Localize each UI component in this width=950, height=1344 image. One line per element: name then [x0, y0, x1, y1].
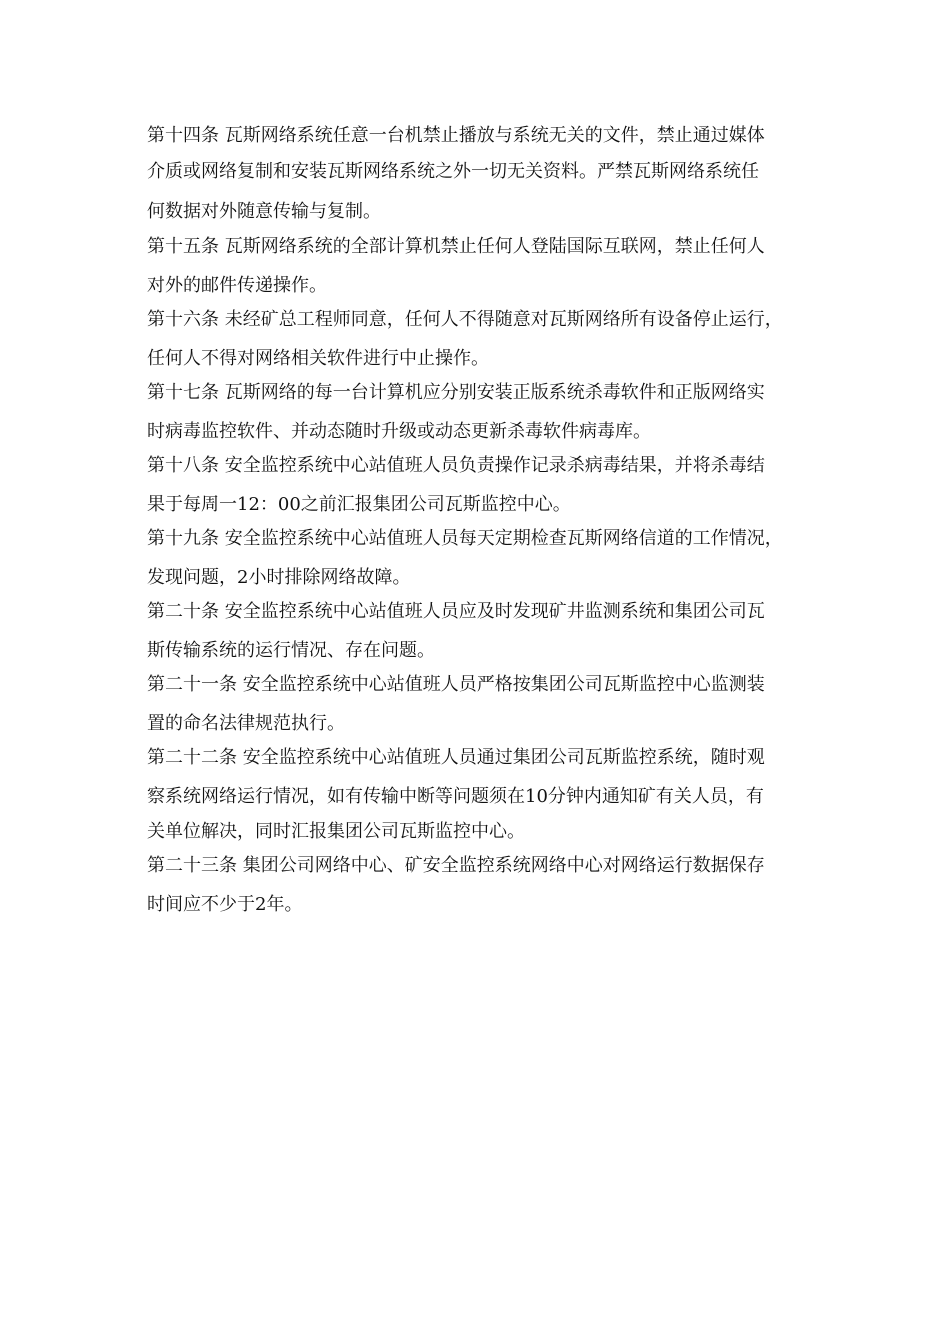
- article-22-line-2: 察系统网络运行情况，如有传输中断等问题须在10分钟内通知矿有关人员，有: [147, 786, 764, 807]
- article-20-line-1: 第二十条 安全监控系统中心站值班人员应及时发现矿井监测系统和集团公司瓦: [147, 601, 765, 622]
- article-22-line-3: 关单位解决，同时汇报集团公司瓦斯监控中心。: [147, 821, 525, 842]
- article-15-line-1: 第十五条 瓦斯网络系统的全部计算机禁止任何人登陆国际互联网，禁止任何人: [147, 236, 765, 257]
- article-20-line-2: 斯传输系统的运行情况、存在问题。: [147, 640, 435, 661]
- article-23-line-2: 时间应不少于2年。: [147, 894, 303, 915]
- article-18-line-2: 果于每周一12：00之前汇报集团公司瓦斯监控中心。: [147, 494, 571, 515]
- article-16-line-1: 第十六条 未经矿总工程师同意，任何人不得随意对瓦斯网络所有设备停止运行，: [147, 309, 783, 330]
- article-16-line-2: 任何人不得对网络相关软件进行中止操作。: [147, 348, 489, 369]
- article-14-line-1: 第十四条 瓦斯网络系统任意一台机禁止播放与系统无关的文件，禁止通过媒体: [147, 125, 765, 146]
- article-19-line-1: 第十九条 安全监控系统中心站值班人员每天定期检查瓦斯网络信道的工作情况，: [147, 528, 783, 549]
- article-14-line-3: 何数据对外随意传输与复制。: [147, 201, 381, 222]
- article-19-line-2: 发现问题，2小时排除网络故障。: [147, 567, 411, 588]
- article-22-line-1: 第二十二条 安全监控系统中心站值班人员通过集团公司瓦斯监控系统，随时观: [147, 747, 765, 768]
- article-15-line-2: 对外的邮件传递操作。: [147, 275, 327, 296]
- article-17-line-2: 时病毒监控软件、并动态随时升级或动态更新杀毒软件病毒库。: [147, 421, 651, 442]
- article-18-line-1: 第十八条 安全监控系统中心站值班人员负责操作记录杀病毒结果，并将杀毒结: [147, 455, 765, 476]
- article-17-line-1: 第十七条 瓦斯网络的每一台计算机应分别安装正版系统杀毒软件和正版网络实: [147, 382, 765, 403]
- article-21-line-1: 第二十一条 安全监控系统中心站值班人员严格按集团公司瓦斯监控中心监测装: [147, 674, 765, 695]
- article-23-line-1: 第二十三条 集团公司网络中心、矿安全监控系统网络中心对网络运行数据保存: [147, 855, 765, 876]
- article-14-line-2: 介质或网络复制和安装瓦斯网络系统之外一切无关资料。严禁瓦斯网络系统任: [147, 161, 759, 182]
- article-21-line-2: 置的命名法律规范执行。: [147, 713, 345, 734]
